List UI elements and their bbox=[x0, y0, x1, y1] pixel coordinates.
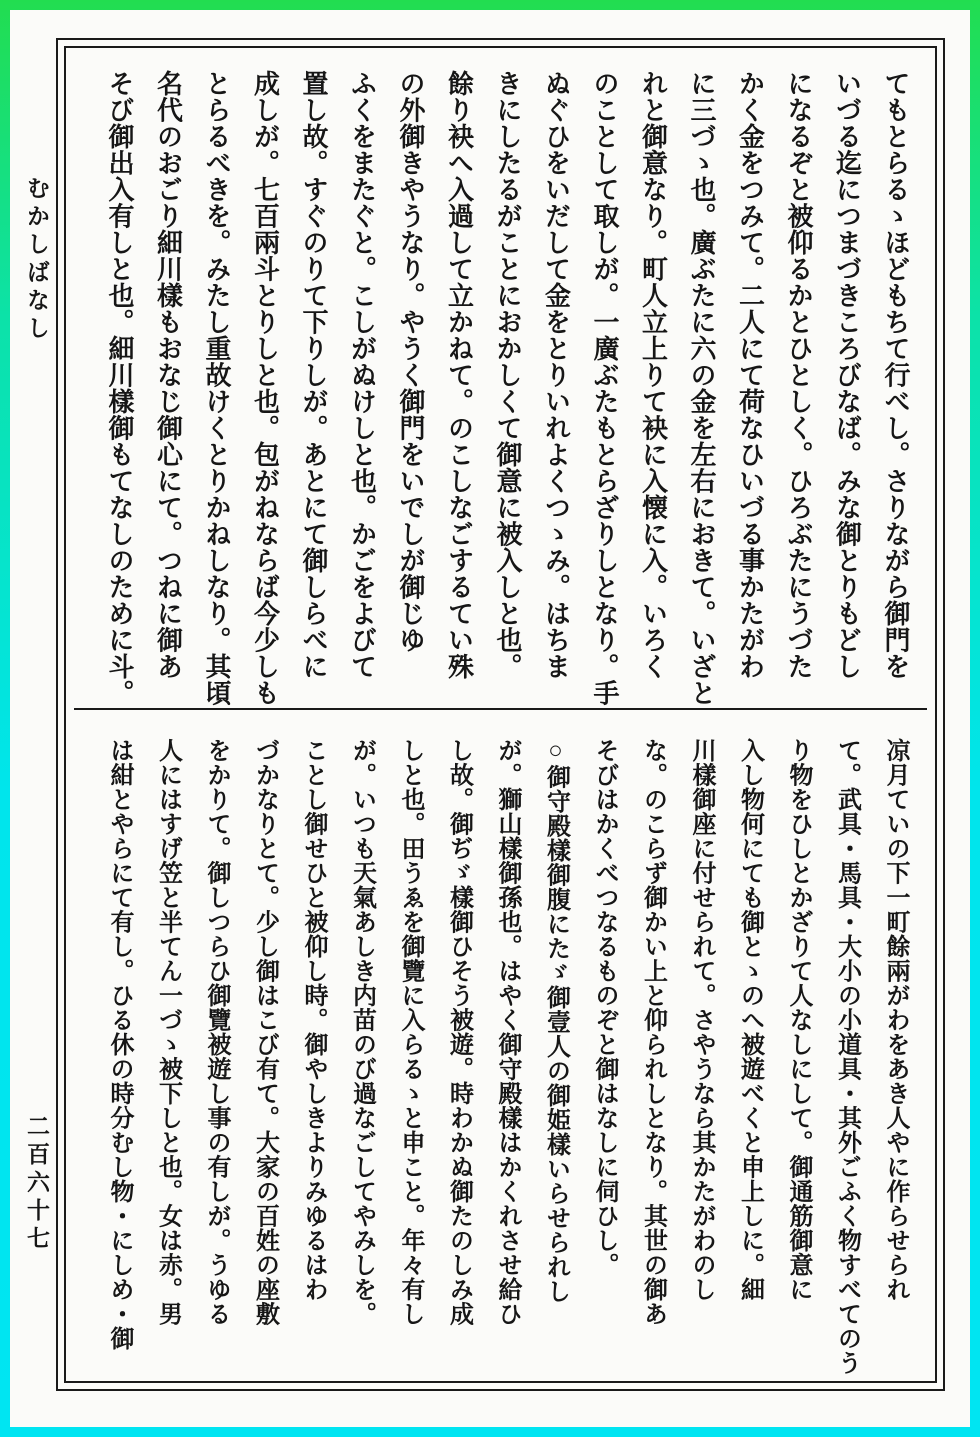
page-number: 二百六十七 bbox=[24, 1114, 49, 1254]
text-column: が。獅山樣御孫也。はやく御守殿樣はかくれさせ給ひ bbox=[494, 738, 520, 1326]
text-column: しと也。田うゑを御覽に入らるゝと申こと。年々有し bbox=[397, 738, 423, 1326]
text-column: てもとらるゝほどもちて行べし。さりながら御門を bbox=[881, 70, 910, 680]
text-column: になるぞと被仰るかとひとしく。ひろぶたにうづた bbox=[784, 70, 813, 680]
text-frame-outer bbox=[56, 38, 945, 1391]
text-column: 置し故。すぐのりて下りしが。あとにて御しらべに bbox=[299, 70, 328, 680]
text-column: な。のこらず御かい上と仰られしとなり。其世の御あ bbox=[639, 738, 666, 1326]
top-text-block bbox=[76, 70, 919, 706]
text-column: し故。御ぢゞ樣御ひそう被遊。時わかぬ御たのしみ成 bbox=[445, 738, 472, 1326]
text-column: ○御守殿樣御腹にたゞ御壹人の御姫樣いらせられし bbox=[542, 738, 569, 1304]
text-column: そび御出入有しと也。細川樣御もてなしのために斗。 bbox=[105, 70, 134, 706]
text-column: 川樣御座に付せられて。さやうなら其かたがわのし bbox=[688, 738, 714, 1302]
section-divider-rule bbox=[74, 708, 927, 710]
text-column: ぬぐひをいだして金をとりいれよくつゝみ。はちま bbox=[541, 70, 571, 680]
text-column: いづる迄につまづきころびなば。みな御とりもどし bbox=[832, 70, 862, 680]
text-column: きにしたるがことにおかしくて御意に被入しと也。 bbox=[493, 70, 522, 680]
text-column: 成しが。七百兩斗とりしと也。包がねならば今少しも bbox=[250, 70, 280, 706]
text-frame-inner bbox=[64, 46, 937, 1383]
text-column: ふくをまたぐと。こしがぬけしと也。かごをよびて bbox=[347, 70, 377, 680]
text-column: て。武具・馬具・大小の小道具・其外ごふく物すべてのう bbox=[833, 738, 860, 1375]
text-column: の外御きやうなり。やうく御門をいでしが御じゆ bbox=[396, 70, 425, 653]
running-title: むかしばなし bbox=[24, 176, 49, 344]
text-column: 餘り袂へ入過して立かねて。のこしなごするてい殊 bbox=[444, 70, 474, 680]
text-column: のことして取しが。一廣ぶたもとらざりしとなり。手 bbox=[590, 70, 619, 706]
text-column: に三づゝ也。廣ぶたに六の金を左右におきて。いざと bbox=[687, 70, 716, 706]
text-column: づかなりとて。少し御はこび有て。大家の百姓の座敷 bbox=[251, 738, 278, 1326]
text-column: り物をひしとかざりて人なしにして。御通筋御意に bbox=[785, 738, 811, 1302]
text-column: は紺とやらにて有し。ひる休の時分むし物・にしめ・御 bbox=[106, 738, 132, 1351]
text-column: ことし御せひと被仰し時。御やしきよりみゆるはわ bbox=[300, 738, 326, 1302]
text-column: かく金をつみて。二人にて荷なひいづる事かたがわ bbox=[735, 70, 765, 680]
text-column: 凉月ていの下一町餘兩がわをあき人やに作らせられ bbox=[882, 738, 908, 1302]
text-column: れと御意なり。町人立上りて袂に入懐に入。いろく bbox=[638, 70, 668, 680]
text-column: そびはかくべつなるものぞと御はなしに伺ひし。 bbox=[591, 738, 617, 1277]
text-column: 名代のおごり細川樣もおなじ御心にて。つねに御あ bbox=[153, 70, 183, 680]
text-column: をかりて。御しつらひ御覽被遊し事の有しが。うゆる bbox=[203, 738, 229, 1326]
text-column: 人にはすげ笠と半てん一づゝ被下しと也。女は赤。男 bbox=[154, 738, 181, 1326]
text-column: 入し物何にても御とゝのへ被遊べくと申上しに。細 bbox=[736, 738, 763, 1302]
bottom-text-block bbox=[76, 738, 919, 1380]
text-column: とらるべきを。みたし重故けくとりかねしなり。其頃 bbox=[202, 70, 231, 706]
text-column: が。いつも天氣あしき内苗のび過なごしてやみしを。 bbox=[348, 738, 375, 1326]
